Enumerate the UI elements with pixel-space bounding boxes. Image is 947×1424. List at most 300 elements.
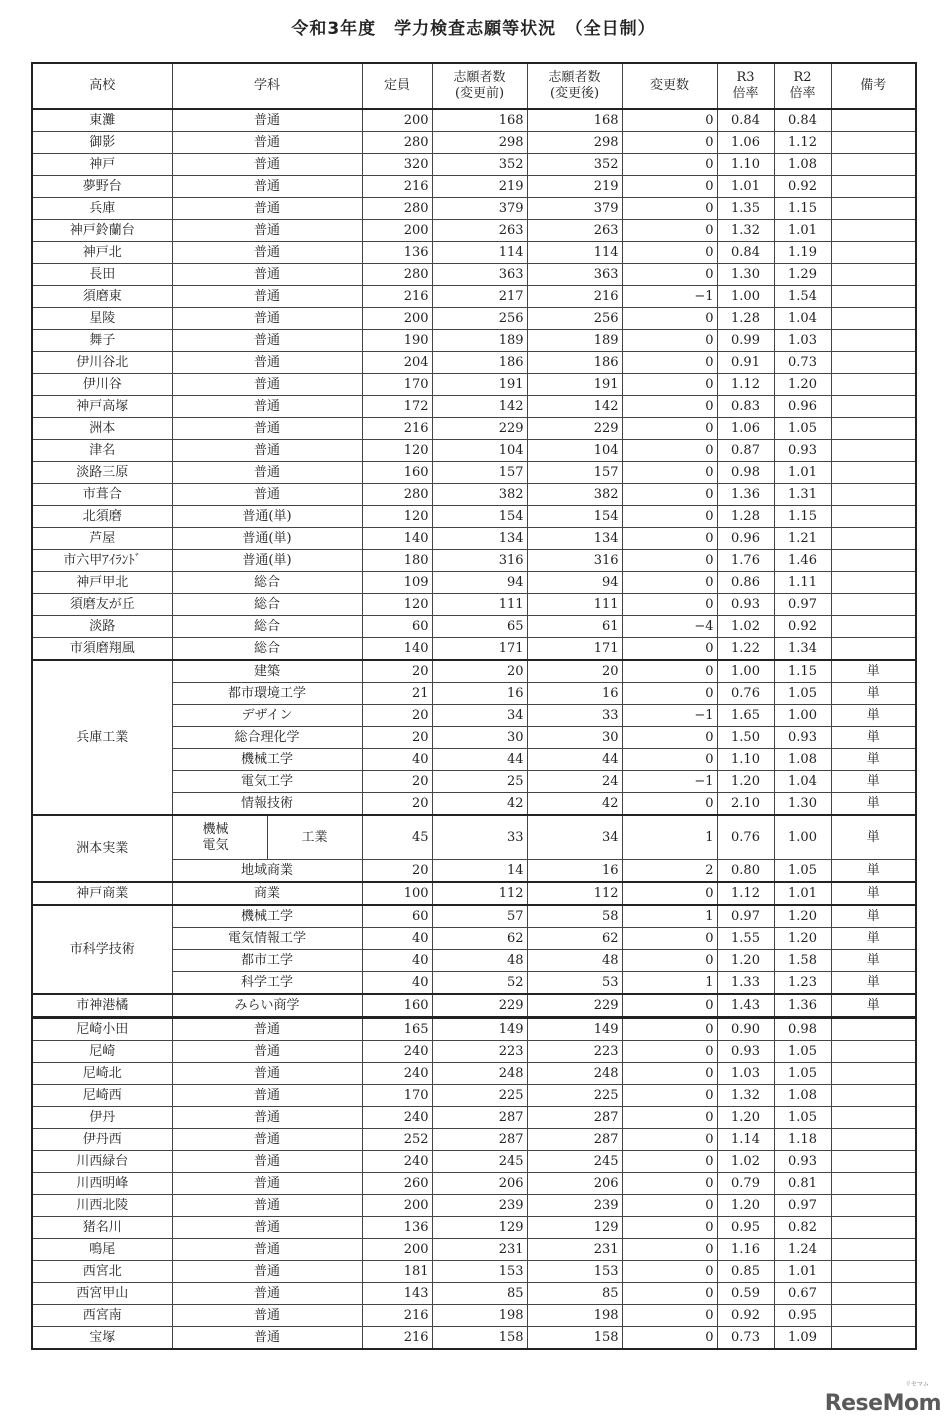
table-row xyxy=(32,1239,916,1261)
change-cell: 0 xyxy=(622,484,717,506)
table-row xyxy=(32,374,916,396)
r2-ratio-cell: 1.01 xyxy=(774,220,831,242)
applicants-before-cell: 245 xyxy=(432,1151,527,1173)
remarks-cell: 単 xyxy=(831,705,916,727)
r3-ratio-cell: 0.91 xyxy=(717,352,774,374)
applicants-before-cell: 171 xyxy=(432,638,527,661)
applicants-after-cell: 158 xyxy=(527,1327,622,1350)
department-cell: 普通 xyxy=(172,484,362,506)
applicants-before-cell: 94 xyxy=(432,572,527,594)
applicants-before-cell: 134 xyxy=(432,528,527,550)
applicants-before-cell: 34 xyxy=(432,705,527,727)
table-row xyxy=(32,1173,916,1195)
table-row xyxy=(32,1085,916,1107)
r3-ratio-cell: 0.98 xyxy=(717,462,774,484)
capacity-cell: 170 xyxy=(362,374,432,396)
capacity-cell: 252 xyxy=(362,1129,432,1151)
applicants-before-cell: 16 xyxy=(432,683,527,705)
change-cell: 0 xyxy=(622,176,717,198)
department-cell: 建築 xyxy=(172,660,362,683)
table-row xyxy=(32,440,916,462)
r2-ratio-cell: 1.20 xyxy=(774,374,831,396)
school-cell: 夢野台 xyxy=(32,176,172,198)
r2-ratio-cell: 1.08 xyxy=(774,749,831,771)
school-cell: 尼崎北 xyxy=(32,1063,172,1085)
capacity-cell: 40 xyxy=(362,749,432,771)
applicants-after-cell: 231 xyxy=(527,1239,622,1261)
remarks-cell xyxy=(831,1063,916,1085)
remarks-cell xyxy=(831,1129,916,1151)
applicants-before-cell: 112 xyxy=(432,882,527,905)
applicants-after-cell: 20 xyxy=(527,660,622,683)
school-cell: 舞子 xyxy=(32,330,172,352)
table-row xyxy=(32,330,916,352)
department-cell: 普通 xyxy=(172,264,362,286)
applicants-after-cell: 142 xyxy=(527,396,622,418)
applicants-before-cell: 256 xyxy=(432,308,527,330)
school-cell: 市須磨翔風 xyxy=(32,638,172,661)
applicants-after-cell: 316 xyxy=(527,550,622,572)
remarks-cell xyxy=(831,418,916,440)
applicants-after-cell: 229 xyxy=(527,994,622,1018)
table-row xyxy=(32,882,916,905)
applicants-after-cell: 363 xyxy=(527,264,622,286)
r3-ratio-cell: 1.12 xyxy=(717,882,774,905)
page-title: 令和3年度 学力検査志願等状況 （全日制） xyxy=(291,19,656,39)
r2-ratio-cell: 0.93 xyxy=(774,1151,831,1173)
applicants-after-cell: 16 xyxy=(527,860,622,883)
table-row xyxy=(32,594,916,616)
remarks-cell xyxy=(831,1151,916,1173)
change-cell: 0 xyxy=(622,1283,717,1305)
r3-ratio-cell: 1.33 xyxy=(717,972,774,995)
capacity-cell: 21 xyxy=(362,683,432,705)
r2-ratio-cell: 1.19 xyxy=(774,242,831,264)
remarks-cell: 単 xyxy=(831,749,916,771)
table-row xyxy=(32,1041,916,1063)
change-cell: 0 xyxy=(622,132,717,154)
school-cell: 御影 xyxy=(32,132,172,154)
r3-ratio-cell: 1.43 xyxy=(717,994,774,1018)
change-cell: 1 xyxy=(622,905,717,928)
r3-ratio-cell: 0.76 xyxy=(717,815,774,860)
applicants-before-cell: 129 xyxy=(432,1217,527,1239)
r2-ratio-cell: 1.03 xyxy=(774,330,831,352)
r2-ratio-cell: 1.00 xyxy=(774,705,831,727)
applicants-after-cell: 111 xyxy=(527,594,622,616)
remarks-cell xyxy=(831,1173,916,1195)
department-cell: 普通 xyxy=(172,1107,362,1129)
department-cell: 総合理化学 xyxy=(172,727,362,749)
r2-ratio-cell: 1.46 xyxy=(774,550,831,572)
change-cell: 0 xyxy=(622,1173,717,1195)
applicants-before-cell: 20 xyxy=(432,660,527,683)
table-row xyxy=(32,994,916,1018)
school-cell: 神戸鈴蘭台 xyxy=(32,220,172,242)
applicants-before-cell: 104 xyxy=(432,440,527,462)
r2-ratio-cell: 1.15 xyxy=(774,198,831,220)
remarks-cell xyxy=(831,616,916,638)
school-cell: 尼崎西 xyxy=(32,1085,172,1107)
applicants-before-cell: 231 xyxy=(432,1239,527,1261)
r2-ratio-cell: 1.05 xyxy=(774,860,831,883)
r3-ratio-cell: 0.59 xyxy=(717,1283,774,1305)
r2-ratio-cell: 0.97 xyxy=(774,1195,831,1217)
applicants-before-cell: 223 xyxy=(432,1041,527,1063)
change-cell: 0 xyxy=(622,1195,717,1217)
school-cell: 市六甲ｱｲﾗﾝﾄﾞ xyxy=(32,550,172,572)
change-cell: 0 xyxy=(622,308,717,330)
remarks-cell xyxy=(831,594,916,616)
capacity-cell: 172 xyxy=(362,396,432,418)
r2-ratio-cell: 1.15 xyxy=(774,506,831,528)
change-cell: 0 xyxy=(622,1085,717,1107)
capacity-cell: 200 xyxy=(362,1195,432,1217)
school-cell: 淡路 xyxy=(32,616,172,638)
applicants-after-cell: 229 xyxy=(527,418,622,440)
change-cell: 0 xyxy=(622,1151,717,1173)
capacity-cell: 60 xyxy=(362,905,432,928)
capacity-cell: 190 xyxy=(362,330,432,352)
change-cell: 0 xyxy=(622,928,717,950)
change-cell: 0 xyxy=(622,462,717,484)
change-cell: 0 xyxy=(622,396,717,418)
remarks-cell: 単 xyxy=(831,994,916,1018)
change-cell: 0 xyxy=(622,594,717,616)
header-r2-ratio: R2 倍率 xyxy=(774,63,831,109)
applicants-after-cell: 157 xyxy=(527,462,622,484)
department-cell: みらい商学 xyxy=(172,994,362,1018)
school-cell: 尼崎小田 xyxy=(32,1018,172,1041)
department-cell: 普通 xyxy=(172,1151,362,1173)
department-cell: 総合 xyxy=(172,638,362,661)
department-cell: 都市環境工学 xyxy=(172,683,362,705)
applicants-before-cell: 287 xyxy=(432,1107,527,1129)
r2-ratio-cell: 1.05 xyxy=(774,418,831,440)
applicants-before-cell: 239 xyxy=(432,1195,527,1217)
table-row xyxy=(32,242,916,264)
department-cell: 総合 xyxy=(172,572,362,594)
capacity-cell: 320 xyxy=(362,154,432,176)
applicants-after-cell: 58 xyxy=(527,905,622,928)
department-cell: デザイン xyxy=(172,705,362,727)
remarks-cell xyxy=(831,132,916,154)
school-cell: 芦屋 xyxy=(32,528,172,550)
remarks-cell: 単 xyxy=(831,683,916,705)
department-cell: 普通 xyxy=(172,1129,362,1151)
change-cell: 0 xyxy=(622,683,717,705)
school-cell: 伊丹西 xyxy=(32,1129,172,1151)
change-cell: 0 xyxy=(622,882,717,905)
school-cell: 西宮南 xyxy=(32,1305,172,1327)
remarks-cell xyxy=(831,462,916,484)
table-row xyxy=(32,1261,916,1283)
remarks-cell: 単 xyxy=(831,972,916,995)
r3-ratio-cell: 1.20 xyxy=(717,1107,774,1129)
change-cell: 0 xyxy=(622,418,717,440)
capacity-cell: 140 xyxy=(362,528,432,550)
applicants-before-cell: 316 xyxy=(432,550,527,572)
r3-ratio-cell: 1.35 xyxy=(717,198,774,220)
r2-ratio-cell: 1.05 xyxy=(774,1063,831,1085)
capacity-cell: 60 xyxy=(362,616,432,638)
header-capacity: 定員 xyxy=(362,63,432,109)
remarks-cell: 単 xyxy=(831,793,916,816)
capacity-cell: 216 xyxy=(362,1327,432,1350)
table-row xyxy=(32,154,916,176)
capacity-cell: 140 xyxy=(362,638,432,661)
r2-ratio-cell: 1.05 xyxy=(774,683,831,705)
table-row xyxy=(32,418,916,440)
capacity-cell: 109 xyxy=(362,572,432,594)
school-cell: 洲本 xyxy=(32,418,172,440)
school-cell: 尼崎 xyxy=(32,1041,172,1063)
school-cell: 西宮北 xyxy=(32,1261,172,1283)
r3-ratio-cell: 0.96 xyxy=(717,528,774,550)
applicants-before-cell: 44 xyxy=(432,749,527,771)
school-cell: 北須磨 xyxy=(32,506,172,528)
change-cell: 0 xyxy=(622,109,717,132)
header-applicants-before: 志願者数 (変更前) xyxy=(432,63,527,109)
r3-ratio-cell: 1.32 xyxy=(717,220,774,242)
department-cell: 普通 xyxy=(172,330,362,352)
capacity-cell: 280 xyxy=(362,198,432,220)
table-row xyxy=(32,815,916,860)
r2-ratio-cell: 0.73 xyxy=(774,352,831,374)
table-row xyxy=(32,1305,916,1327)
school-cell: 神戸甲北 xyxy=(32,572,172,594)
applicants-after-cell: 16 xyxy=(527,683,622,705)
department-cell: 機械工学 xyxy=(172,749,362,771)
change-cell: 0 xyxy=(622,638,717,661)
r2-ratio-cell: 1.15 xyxy=(774,660,831,683)
header-r3-ratio: R3 倍率 xyxy=(717,63,774,109)
capacity-cell: 40 xyxy=(362,928,432,950)
applicants-after-cell: 206 xyxy=(527,1173,622,1195)
applicants-after-cell: 33 xyxy=(527,705,622,727)
remarks-cell xyxy=(831,1217,916,1239)
change-cell: 1 xyxy=(622,815,717,860)
r3-ratio-cell: 2.10 xyxy=(717,793,774,816)
table-row xyxy=(32,286,916,308)
department-cell: 普通(単) xyxy=(172,528,362,550)
school-cell: 市神港橘 xyxy=(32,994,172,1018)
r2-ratio-cell: 1.23 xyxy=(774,972,831,995)
applicants-after-cell: 94 xyxy=(527,572,622,594)
remarks-cell: 単 xyxy=(831,771,916,793)
department-cell: 普通 xyxy=(172,374,362,396)
remarks-cell: 単 xyxy=(831,905,916,928)
change-cell: 2 xyxy=(622,860,717,883)
r2-ratio-cell: 1.24 xyxy=(774,1239,831,1261)
applicants-before-cell: 157 xyxy=(432,462,527,484)
applicants-before-cell: 114 xyxy=(432,242,527,264)
department-cell: 普通 xyxy=(172,1261,362,1283)
r3-ratio-cell: 1.50 xyxy=(717,727,774,749)
capacity-cell: 20 xyxy=(362,660,432,683)
department-cell: 科学工学 xyxy=(172,972,362,995)
r3-ratio-cell: 0.95 xyxy=(717,1217,774,1239)
applicants-before-cell: 25 xyxy=(432,771,527,793)
change-cell: 0 xyxy=(622,1107,717,1129)
department-cell: 総合 xyxy=(172,616,362,638)
table-row xyxy=(32,176,916,198)
r3-ratio-cell: 0.93 xyxy=(717,594,774,616)
capacity-cell: 120 xyxy=(362,440,432,462)
school-cell: 星陵 xyxy=(32,308,172,330)
applicants-before-cell: 219 xyxy=(432,176,527,198)
table-row xyxy=(32,109,916,132)
applicants-after-cell: 298 xyxy=(527,132,622,154)
capacity-cell: 100 xyxy=(362,882,432,905)
applicants-after-cell: 153 xyxy=(527,1261,622,1283)
school-cell: 川西北陵 xyxy=(32,1195,172,1217)
r3-ratio-cell: 0.80 xyxy=(717,860,774,883)
department-cell: 普通 xyxy=(172,1305,362,1327)
applicants-after-cell: 134 xyxy=(527,528,622,550)
r3-ratio-cell: 0.73 xyxy=(717,1327,774,1350)
capacity-cell: 143 xyxy=(362,1283,432,1305)
applicants-before-cell: 14 xyxy=(432,860,527,883)
capacity-cell: 45 xyxy=(362,815,432,860)
applicants-before-cell: 85 xyxy=(432,1283,527,1305)
applicants-before-cell: 142 xyxy=(432,396,527,418)
r2-ratio-cell: 1.05 xyxy=(774,1041,831,1063)
change-cell: 0 xyxy=(622,198,717,220)
r3-ratio-cell: 0.99 xyxy=(717,330,774,352)
department-cell: 商業 xyxy=(172,882,362,905)
school-cell: 東灘 xyxy=(32,109,172,132)
remarks-cell xyxy=(831,176,916,198)
school-cell: 伊川谷 xyxy=(32,374,172,396)
r3-ratio-cell: 1.65 xyxy=(717,705,774,727)
remarks-cell xyxy=(831,396,916,418)
change-cell: 0 xyxy=(622,352,717,374)
table-row xyxy=(32,352,916,374)
applicants-after-cell: 225 xyxy=(527,1085,622,1107)
r2-ratio-cell: 1.34 xyxy=(774,638,831,661)
school-cell: 鳴尾 xyxy=(32,1239,172,1261)
capacity-cell: 260 xyxy=(362,1173,432,1195)
capacity-cell: 170 xyxy=(362,1085,432,1107)
change-cell: 0 xyxy=(622,1305,717,1327)
school-cell: 川西緑台 xyxy=(32,1151,172,1173)
school-cell: 兵庫 xyxy=(32,198,172,220)
applicants-after-cell: 216 xyxy=(527,286,622,308)
school-cell: 猪名川 xyxy=(32,1217,172,1239)
applicants-before-cell: 217 xyxy=(432,286,527,308)
r2-ratio-cell: 1.01 xyxy=(774,1261,831,1283)
remarks-cell xyxy=(831,550,916,572)
r3-ratio-cell: 1.14 xyxy=(717,1129,774,1151)
applicants-after-cell: 85 xyxy=(527,1283,622,1305)
remarks-cell xyxy=(831,1107,916,1129)
table-row xyxy=(32,616,916,638)
applicants-before-cell: 57 xyxy=(432,905,527,928)
change-cell: 0 xyxy=(622,1018,717,1041)
capacity-cell: 204 xyxy=(362,352,432,374)
capacity-cell: 216 xyxy=(362,286,432,308)
r2-ratio-cell: 1.01 xyxy=(774,882,831,905)
remarks-cell xyxy=(831,1018,916,1041)
r3-ratio-cell: 1.32 xyxy=(717,1085,774,1107)
r2-ratio-cell: 0.81 xyxy=(774,1173,831,1195)
change-cell: 0 xyxy=(622,727,717,749)
department-cell: 普通 xyxy=(172,308,362,330)
applicants-before-cell: 158 xyxy=(432,1327,527,1350)
capacity-cell: 136 xyxy=(362,1217,432,1239)
r3-ratio-cell: 1.30 xyxy=(717,264,774,286)
table-row xyxy=(32,1063,916,1085)
capacity-cell: 280 xyxy=(362,484,432,506)
capacity-cell: 200 xyxy=(362,109,432,132)
capacity-cell: 216 xyxy=(362,418,432,440)
remarks-cell: 単 xyxy=(831,860,916,883)
r3-ratio-cell: 0.83 xyxy=(717,396,774,418)
remarks-cell xyxy=(831,220,916,242)
department-line: 機械 xyxy=(202,821,229,837)
r3-ratio-cell: 1.10 xyxy=(717,154,774,176)
r2-ratio-cell: 1.09 xyxy=(774,1327,831,1350)
r2-ratio-cell: 1.08 xyxy=(774,154,831,176)
capacity-cell: 20 xyxy=(362,793,432,816)
department-cell: 普通 xyxy=(172,462,362,484)
department-cell: 普通 xyxy=(172,1173,362,1195)
change-cell: 0 xyxy=(622,660,717,683)
capacity-cell: 160 xyxy=(362,994,432,1018)
remarks-cell xyxy=(831,506,916,528)
r3-ratio-cell: 1.01 xyxy=(717,176,774,198)
r2-ratio-cell: 0.96 xyxy=(774,396,831,418)
r3-ratio-cell: 1.00 xyxy=(717,286,774,308)
department-cell: 普通 xyxy=(172,1327,362,1350)
change-cell: 0 xyxy=(622,440,717,462)
applicants-before-cell: 154 xyxy=(432,506,527,528)
applicants-after-cell: 34 xyxy=(527,815,622,860)
applicants-before-cell: 62 xyxy=(432,928,527,950)
r2-ratio-cell: 0.67 xyxy=(774,1283,831,1305)
applicants-before-cell: 363 xyxy=(432,264,527,286)
applicants-before-cell: 382 xyxy=(432,484,527,506)
applicants-after-cell: 223 xyxy=(527,1041,622,1063)
r2-ratio-cell: 1.18 xyxy=(774,1129,831,1151)
applicants-after-cell: 198 xyxy=(527,1305,622,1327)
applicants-before-cell: 206 xyxy=(432,1173,527,1195)
applicants-before-cell: 298 xyxy=(432,132,527,154)
applicants-after-cell: 239 xyxy=(527,1195,622,1217)
table-row xyxy=(32,220,916,242)
r2-ratio-cell: 1.04 xyxy=(774,308,831,330)
r3-ratio-cell: 0.93 xyxy=(717,1041,774,1063)
r2-ratio-cell: 0.98 xyxy=(774,1018,831,1041)
remarks-cell xyxy=(831,1261,916,1283)
department-cell: 地域商業 xyxy=(172,860,362,883)
school-cell: 市科学技術 xyxy=(32,905,172,994)
remarks-cell: 単 xyxy=(831,727,916,749)
change-cell: −1 xyxy=(622,286,717,308)
r3-ratio-cell: 0.84 xyxy=(717,109,774,132)
r3-ratio-cell: 1.02 xyxy=(717,1151,774,1173)
department-cell: 普通(単) xyxy=(172,550,362,572)
applicants-before-cell: 379 xyxy=(432,198,527,220)
department-cell: 普通 xyxy=(172,418,362,440)
applicants-after-cell: 352 xyxy=(527,154,622,176)
r3-ratio-cell: 1.00 xyxy=(717,660,774,683)
applicants-after-cell: 171 xyxy=(527,638,622,661)
table-row xyxy=(32,1107,916,1129)
department-cell: 普通 xyxy=(172,1085,362,1107)
applicants-before-cell: 111 xyxy=(432,594,527,616)
